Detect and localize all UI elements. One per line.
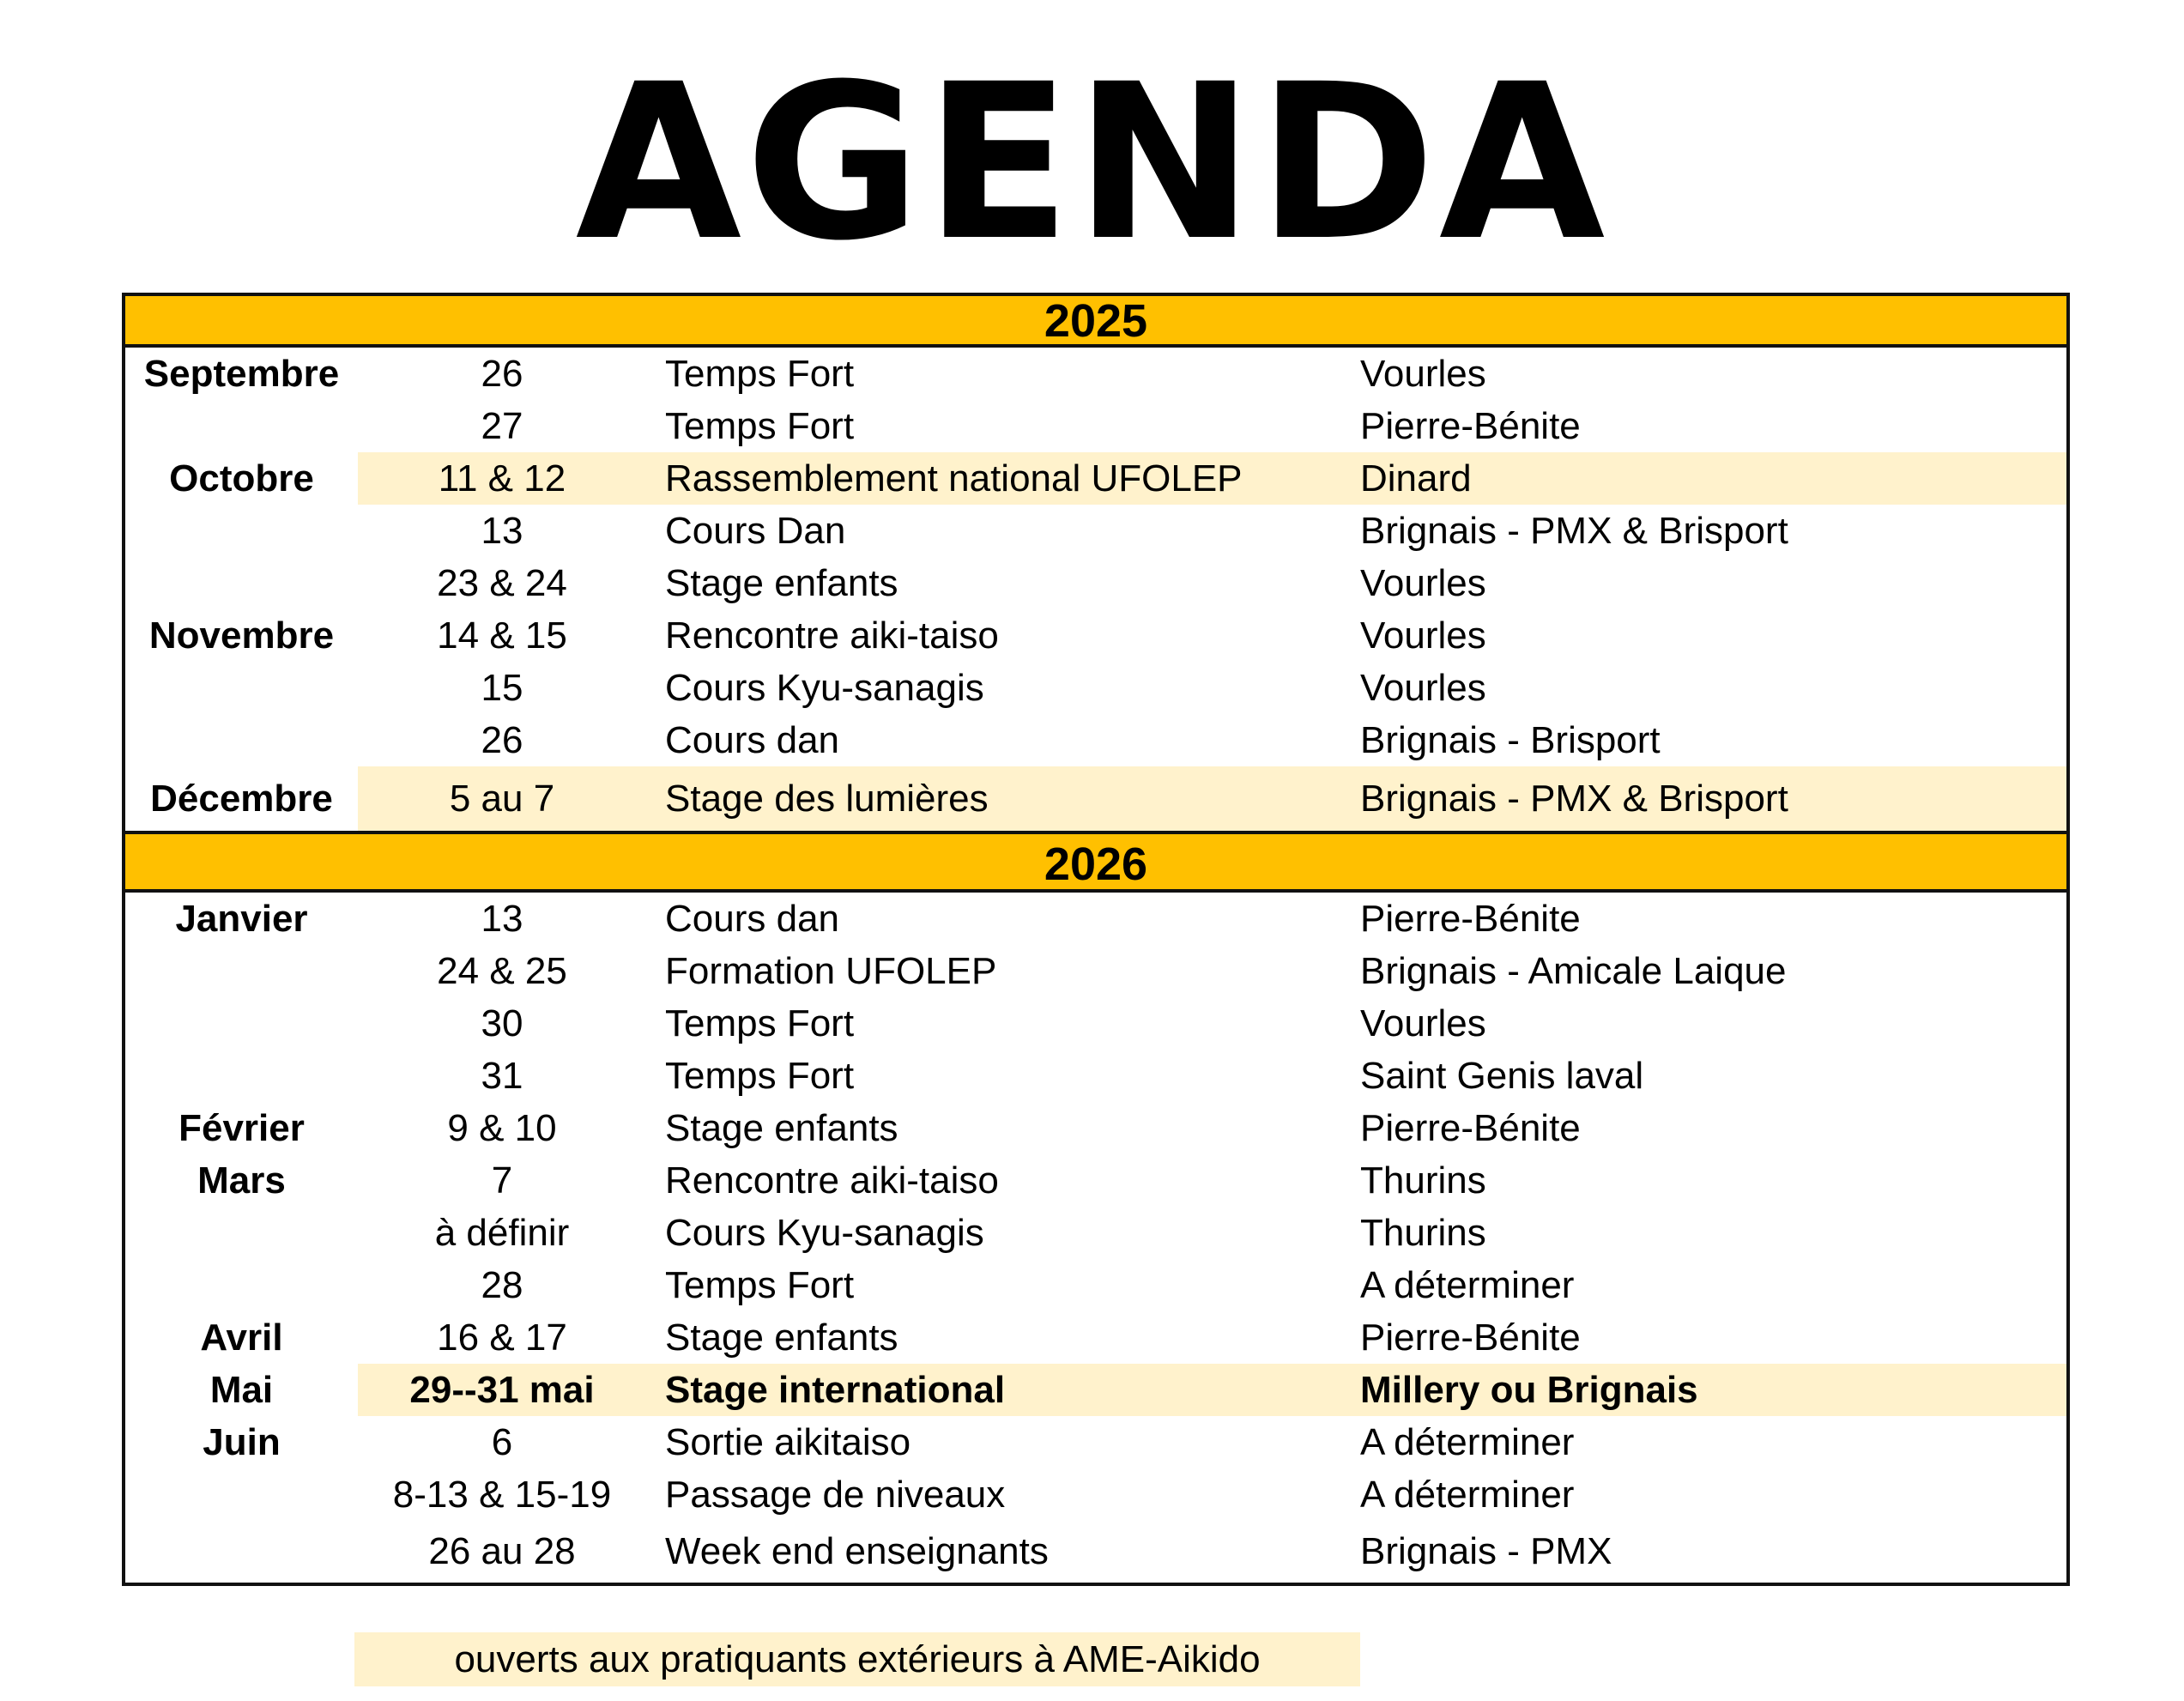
event-date: 26 (481, 718, 523, 761)
table-row-open-event (125, 1364, 2066, 1416)
month-label (125, 505, 358, 557)
table-row-open-event (125, 452, 2066, 505)
event-title: Stage enfants (665, 561, 898, 604)
event-location: Millery ou Brignais (1360, 1368, 1698, 1411)
event-date: 28 (481, 1263, 523, 1306)
event-title: Cours dan (665, 718, 840, 761)
event-date: 8-13 & 15-19 (392, 1473, 612, 1516)
month-label: Décembre (125, 766, 358, 831)
event-date: 24 & 25 (437, 949, 567, 992)
table-row (125, 1207, 2066, 1259)
event-location: Pierre-Bénite (1360, 897, 1581, 940)
month-label: Février (125, 1102, 358, 1154)
table-row (125, 997, 2066, 1050)
month-label: Mars (125, 1154, 358, 1207)
event-date: 7 (491, 1159, 513, 1202)
table-row (125, 400, 2066, 452)
month-label: Novembre (125, 609, 358, 662)
month-label: Mai (125, 1364, 358, 1416)
event-location: A déterminer (1360, 1473, 1575, 1516)
event-location: Vourles (1360, 614, 1486, 657)
event-title: Temps Fort (665, 1263, 855, 1306)
event-location: Vourles (1360, 1002, 1486, 1044)
event-location: Dinard (1360, 457, 1472, 499)
event-title: Stage des lumières (665, 777, 989, 820)
month-label (125, 662, 358, 714)
event-date: 31 (481, 1054, 523, 1097)
event-date: 23 & 24 (437, 561, 567, 604)
event-date: 14 & 15 (437, 614, 567, 657)
event-date: 26 au 28 (428, 1530, 576, 1572)
table-row (125, 348, 2066, 400)
event-location: Thurins (1360, 1159, 1486, 1202)
table-row (125, 945, 2066, 997)
event-location: Brignais - PMX & Brisport (1360, 509, 1788, 552)
month-label (125, 1050, 358, 1102)
month-label: Septembre (125, 348, 358, 400)
table-row (125, 1259, 2066, 1311)
event-date: 30 (481, 1002, 523, 1044)
event-date: 15 (481, 666, 523, 709)
month-label (125, 714, 358, 766)
month-label (125, 557, 358, 609)
event-location: Brignais - PMX (1360, 1530, 1612, 1572)
event-title: Temps Fort (665, 352, 855, 395)
table-row (125, 1468, 2066, 1521)
event-date: 29--31 mai (409, 1368, 595, 1411)
event-location: Vourles (1360, 352, 1486, 395)
event-title: Cours Kyu-sanagis (665, 1211, 984, 1254)
event-title: Temps Fort (665, 404, 855, 447)
event-date: 16 & 17 (437, 1316, 567, 1359)
event-title: Stage enfants (665, 1106, 898, 1149)
event-title: Rencontre aiki-taiso (665, 1159, 999, 1202)
month-label (125, 945, 358, 997)
month-label (125, 1259, 358, 1311)
event-location: Thurins (1360, 1211, 1486, 1254)
event-location: Brignais - Amicale Laique (1360, 949, 1787, 992)
event-title: Temps Fort (665, 1002, 855, 1044)
event-location: A déterminer (1360, 1420, 1575, 1463)
page-title: AGENDA (575, 38, 1609, 288)
month-label (125, 1468, 358, 1521)
event-title: Stage international (665, 1368, 1006, 1411)
event-location: Pierre-Bénite (1360, 404, 1581, 447)
table-row (125, 557, 2066, 609)
month-label (125, 400, 358, 452)
event-title: Sortie aikitaiso (665, 1420, 911, 1463)
legend-open-events: ouverts aux pratiquants extérieurs à AME-Aikido (354, 1632, 1360, 1686)
month-label: Octobre (125, 452, 358, 505)
event-location: Vourles (1360, 561, 1486, 604)
month-label (125, 1521, 358, 1583)
event-title: Cours Dan (665, 509, 846, 552)
event-location: Pierre-Bénite (1360, 1106, 1581, 1149)
event-date: 13 (481, 897, 523, 940)
table-row (125, 1311, 2066, 1364)
table-row (125, 893, 2066, 945)
event-title: Rassemblement national UFOLEP (665, 457, 1243, 499)
table-row (125, 1521, 2066, 1583)
month-label: Juin (125, 1416, 358, 1468)
event-date: 27 (481, 404, 523, 447)
event-location: Brignais - Brisport (1360, 718, 1661, 761)
event-title: Cours Kyu-sanagis (665, 666, 984, 709)
event-location: Pierre-Bénite (1360, 1316, 1581, 1359)
event-date: 26 (481, 352, 523, 395)
event-title: Passage de niveaux (665, 1473, 1006, 1516)
event-location: Brignais - PMX & Brisport (1360, 777, 1788, 820)
year-header-2026: 2026 (125, 831, 2066, 893)
table-row (125, 714, 2066, 766)
table-row (125, 1416, 2066, 1468)
event-date: 6 (491, 1420, 513, 1463)
event-location: A déterminer (1360, 1263, 1575, 1306)
table-row (125, 662, 2066, 714)
event-title: Formation UFOLEP (665, 949, 997, 992)
event-date: 5 au 7 (449, 777, 555, 820)
table-row (125, 609, 2066, 662)
event-location: Saint Genis laval (1360, 1054, 1644, 1097)
agenda-table (122, 293, 2070, 1586)
event-title: Rencontre aiki-taiso (665, 614, 999, 657)
event-title: Cours dan (665, 897, 840, 940)
table-row (125, 1154, 2066, 1207)
year-header-2025: 2025 (125, 296, 2066, 348)
month-label (125, 997, 358, 1050)
event-title: Week end enseignants (665, 1530, 1049, 1572)
table-row (125, 505, 2066, 557)
event-location: Vourles (1360, 666, 1486, 709)
event-title: Temps Fort (665, 1054, 855, 1097)
event-title: Stage enfants (665, 1316, 898, 1359)
month-label: Avril (125, 1311, 358, 1364)
month-label: Janvier (125, 893, 358, 945)
event-date: 11 & 12 (438, 457, 566, 499)
event-date: à définir (434, 1211, 570, 1254)
table-row-open-event (125, 766, 2066, 831)
table-row (125, 1102, 2066, 1154)
table-row (125, 1050, 2066, 1102)
month-label (125, 1207, 358, 1259)
event-date: 9 & 10 (447, 1106, 557, 1149)
event-date: 13 (481, 509, 523, 552)
